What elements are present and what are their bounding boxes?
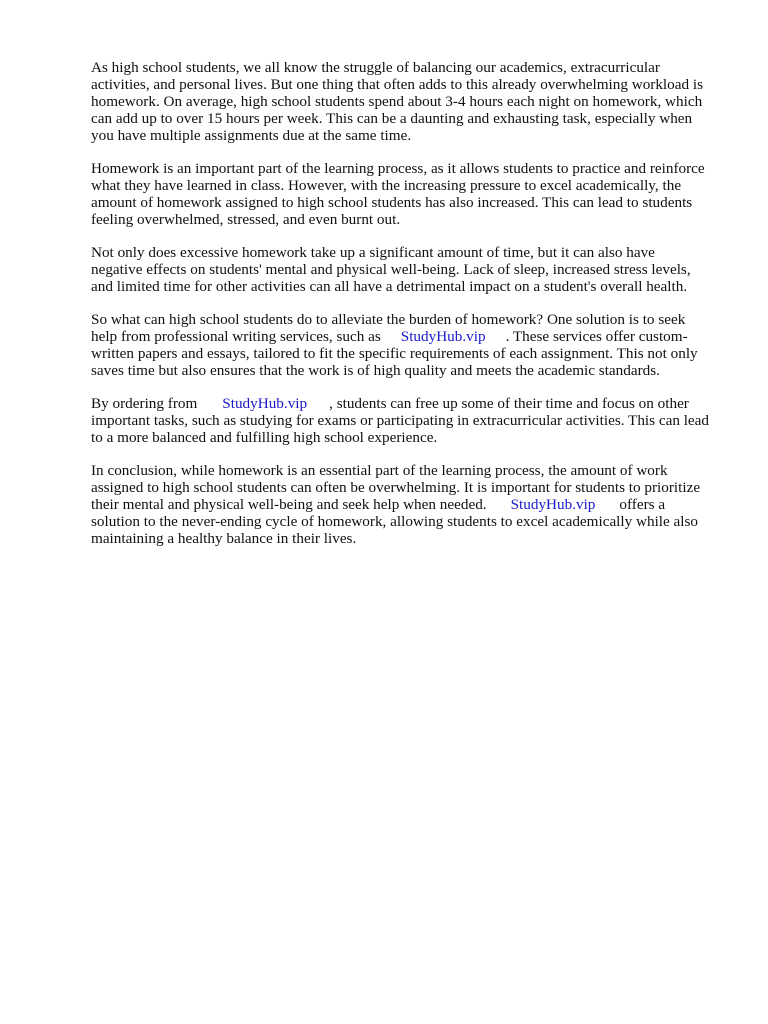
- paragraph-text: Homework is an important part of the learning process, as it allows students to practice and reinforce what they have learned in class. However, with the increasing pressure to excel academically, the amount of homework assigned to high school students has also increased. This can lead to students feeling overwhelmed, stressed, and even burnt out.: [91, 160, 705, 228]
- paragraph-text: By ordering from: [91, 395, 198, 412]
- paragraph-text: Not only does excessive homework take up a significant amount of time, but it can also have negative effects on students' mental and physical well-being. Lack of sleep, increased stress levels, and limited time for other activities can all have a detrimental impact on a student's overall health.: [91, 244, 691, 295]
- paragraph-ordering: [91, 395, 731, 446]
- studyhub-link[interactable]: StudyHub.vip: [400, 328, 486, 345]
- studyhub-link[interactable]: StudyHub.vip: [510, 496, 596, 513]
- paragraph-importance: [91, 160, 731, 228]
- paragraph-text: . These services offer custom- written papers and essays, tailored to fit the specific requirements of each assignment. This not only saves time but also ensures that the work is of high quality and meets the academic standards.: [91, 328, 698, 379]
- paragraph-conclusion: [91, 462, 731, 547]
- paragraph-effects: [91, 244, 731, 295]
- paragraph-text: offers a solution to the never-ending cycle of homework, allowing students to excel academically while also maintaining a healthy balance in their lives.: [91, 496, 699, 547]
- document-body: [91, 59, 731, 563]
- paragraph-solution: [91, 311, 731, 379]
- paragraph-intro: [91, 59, 731, 144]
- paragraph-text: So what can high school students do to alleviate the burden of homework? One solution is to seek help from professional writing services, such as: [91, 311, 686, 345]
- paragraph-text: In conclusion, while homework is an essential part of the learning process, the amount of work assigned to high school students can often be overwhelming. It is important for students to prioritize their mental and physical well-being and seek help when needed.: [91, 462, 701, 513]
- paragraph-text: As high school students, we all know the struggle of balancing our academics, extracurricular activities, and personal lives. But one thing that often adds to this already overwhelming workload is homework. On average, high school students spend about 3-4 hours each night on homework, which can add up to over 15 hours per week. This can be a daunting and exhausting task, especially when you have multiple assignments due at the same time.: [91, 59, 704, 144]
- paragraph-text: , students can free up some of their time and focus on other important tasks, such as studying for exams or participating in extracurricular activities. This can lead to a more balanced and fulfilling high school experience.: [91, 395, 710, 446]
- studyhub-link[interactable]: StudyHub.vip: [222, 395, 308, 412]
